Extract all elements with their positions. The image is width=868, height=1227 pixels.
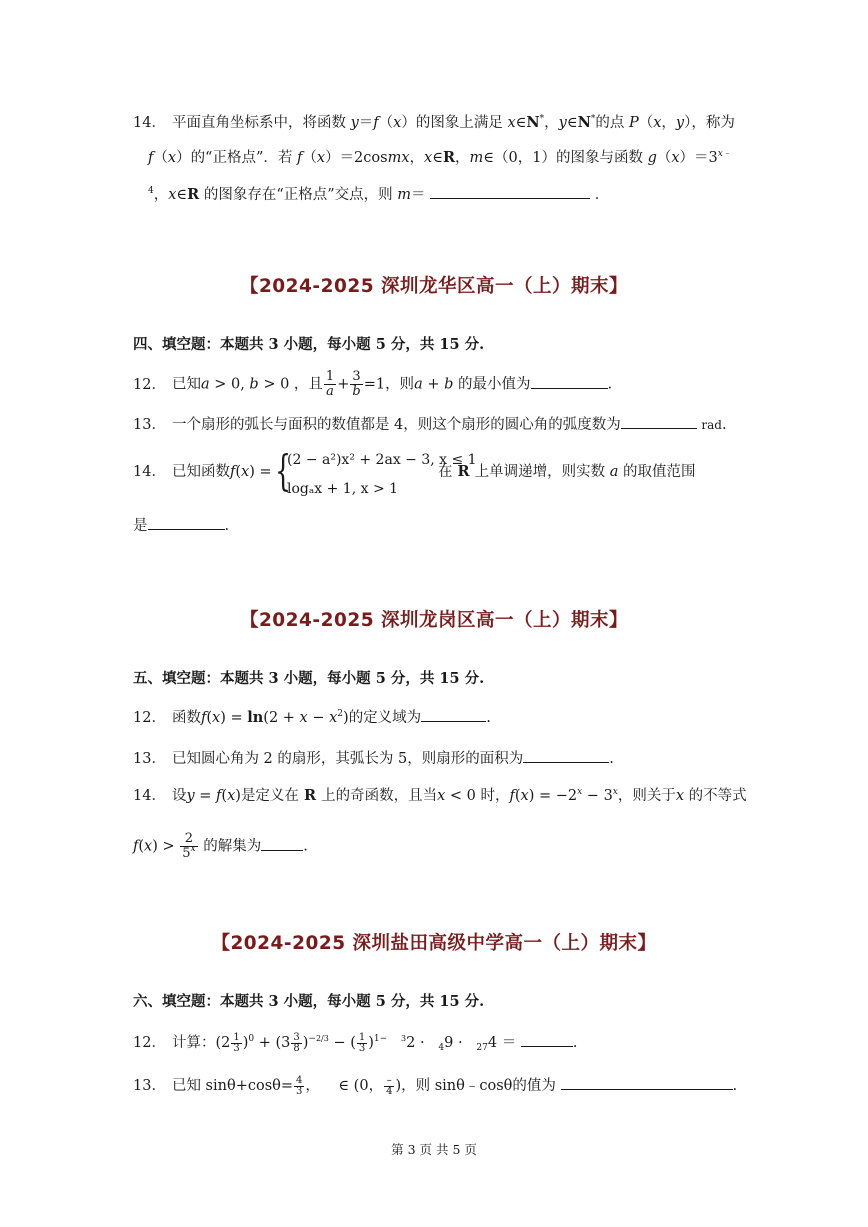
question-text: ， [153, 187, 169, 203]
answer-blank [421, 706, 486, 722]
period: . [486, 710, 491, 726]
period: . [732, 1078, 738, 1094]
question-number: 12． [133, 376, 166, 393]
question-text: 上的奇函数，且当 [321, 788, 438, 804]
question-text: 函数 [171, 710, 201, 726]
longgang-q12: 12． 函数$f(x) = \ln(2 + x - x^2)$的定义域为 . [133, 706, 491, 728]
question-14-line-2: f（x）的“正格点”．若 f（x）＝2cosmx，x∈R，m∈（0，1）的图象与函数 $g(x)=3^{x﹣}$ [148, 149, 732, 166]
question-number: 12． [133, 1035, 166, 1051]
answer-blank [621, 413, 697, 429]
question-number: 14． [133, 464, 166, 480]
question-text: ，且 [293, 376, 323, 393]
question-text: 的定义域为 [348, 710, 422, 726]
fraction: $\frac{1}{a}$ [325, 369, 335, 399]
question-text: 已知 sinθ+cosθ= [171, 1078, 294, 1094]
longhua-q14: 14． 已知函数f(x) = [133, 464, 272, 480]
question-text: 时， [480, 788, 510, 804]
question-text: ，称为 [691, 115, 735, 131]
answer-blank [521, 1031, 573, 1047]
longgang-q14-line-2: f(x) > $\frac{2}{5^x}$ 的解集为 . [133, 831, 308, 861]
question-text: 一个扇形的弧长与面积的数值都是 4，则这个扇形的圆心角的弧度数为 [171, 417, 621, 433]
unit-label: rad [701, 418, 722, 432]
question-number: 14． [133, 788, 166, 804]
question-text: 已知圆心角为 2 的扇形，其弧长为 5，则扇形的面积为 [171, 751, 524, 767]
yantian-q13 [133, 1074, 737, 1097]
question-text: 的最小值为 [458, 376, 531, 393]
fraction: $\frac{2}{5^x}$ [182, 831, 196, 861]
question-text: 的图象上满足 [415, 115, 508, 131]
question-text: 平面直角坐标系中，将函数 [171, 115, 351, 131]
question-number: 12． [133, 710, 166, 726]
period: . [609, 751, 614, 767]
answer-blank [561, 1074, 733, 1090]
section-title: 六、填空题：本题共 3 小题，每小题 5 分，共 15 分. [133, 993, 485, 1010]
section-title: 四、填空题：本题共 3 小题，每小题 5 分，共 15 分. [133, 336, 485, 353]
period: . [303, 838, 308, 855]
question-text: 的解集为 [203, 838, 262, 855]
question-text: 的不等式 [688, 788, 747, 804]
question-text: ，则 [385, 376, 415, 393]
longhua-q14-line-2 [133, 514, 229, 536]
question-14-line-1: 14． 平面直角坐标系中，将函数 y＝f（x）的图象上满足 x∈N*，y∈N*的点 P（x，y），称为 [133, 114, 735, 131]
period: ． [594, 187, 610, 203]
period: . [721, 417, 727, 433]
question-text: 设 [171, 788, 187, 804]
question-number: 13． [133, 417, 166, 433]
fraction: $\frac{4}{3}$ [296, 1074, 303, 1097]
fraction: $\frac{1}{3}$ [358, 1031, 366, 1054]
question-text: 的点 [595, 115, 629, 131]
fraction: $\frac{3}{b}$ [352, 369, 361, 399]
question-text: 已知函数 [171, 464, 230, 480]
question-text: 已知 [171, 376, 201, 393]
question-text: 的取值范围 [623, 464, 696, 480]
section-heading-longhua: 【2024-2025 深圳龙华区高一（上）期末】 [239, 276, 629, 297]
question-text: )，则 sinθ﹣cosθ的值为 [395, 1078, 556, 1094]
page-footer: 第 3 页 共 5 页 [391, 1142, 477, 1157]
answer-blank [531, 373, 608, 389]
question-text: 是 [133, 518, 148, 534]
longgang-q14: 14． 设y = f(x)是定义在 R 上的奇函数，且当x < 0 时，$f(x) = -2^x - 3^x$，则关于x 的不等式 [133, 787, 747, 804]
longgang-q13 [133, 747, 614, 769]
equals-sign: ＝ [501, 1035, 517, 1051]
section-heading-longgang: 【2024-2025 深圳龙岗区高一（上）期末】 [239, 610, 629, 631]
question-number: 14． [133, 115, 166, 131]
question-text: 在 [438, 464, 453, 480]
section-title: 五、填空题：本题共 3 小题，每小题 5 分，共 15 分. [133, 670, 485, 687]
brace: { [275, 446, 292, 495]
fraction: $\frac{1}{3}$ [233, 1031, 240, 1054]
question-text: 的图象存在“正格点”交点，则 [203, 187, 398, 203]
longhua-q12: 12． 已知a > 0, b > 0 ，且 $\frac{1}{a}$ + $\frac{3}{b}$ =1，则a + b 的最小值为 . [133, 369, 613, 399]
question-text: 计算： [171, 1035, 216, 1051]
period: . [224, 518, 230, 534]
answer-blank [430, 183, 590, 199]
question-14-line-3: $^4$，x∈R 的图象存在“正格点”交点，则 m＝ ． [148, 183, 609, 205]
fraction: $\frac{3}{8}$ [293, 1031, 300, 1054]
question-text: 上单调递增，则实数 [474, 464, 606, 480]
fraction: $\frac{-}{4}$ [386, 1074, 393, 1097]
answer-blank [148, 514, 225, 530]
question-text: 是定义在 [240, 788, 299, 804]
case-1: (2 − a²)x² + 2ax − 3, x ≤ 1 [287, 452, 477, 468]
answer-blank [261, 835, 303, 851]
longhua-q13 [133, 413, 727, 435]
yantian-q12: 12． 计算：(2 $\frac{1}{3}$ )$^0$ + (3 $\frac{3}{8}$ )$^{-2/3}$ − ( $\frac{1}{3}$ )$^{1-}$ $^3$2 · $_4$9 · $_{27}$4 ＝ . [133, 1031, 578, 1054]
question-text: ，则关于 [617, 788, 676, 804]
question-text: 的“正格点”．若 [190, 150, 297, 166]
section-heading-yantian: 【2024-2025 深圳盐田高级中学高一（上）期末】 [211, 933, 657, 954]
period: . [607, 376, 613, 393]
answer-blank [523, 747, 609, 763]
question-number: 13． [133, 751, 166, 767]
period: . [572, 1035, 578, 1051]
longhua-q14-tail: 在 R 上单调递增，则实数 a 的取值范围 [438, 463, 696, 480]
question-text: ∈ (0， [338, 1078, 384, 1094]
question-number: 13． [133, 1078, 166, 1094]
question-text: ， [305, 1078, 320, 1094]
question-text: 的图象与函数 [555, 150, 648, 166]
case-2: logₐx + 1, x > 1 [287, 481, 399, 497]
